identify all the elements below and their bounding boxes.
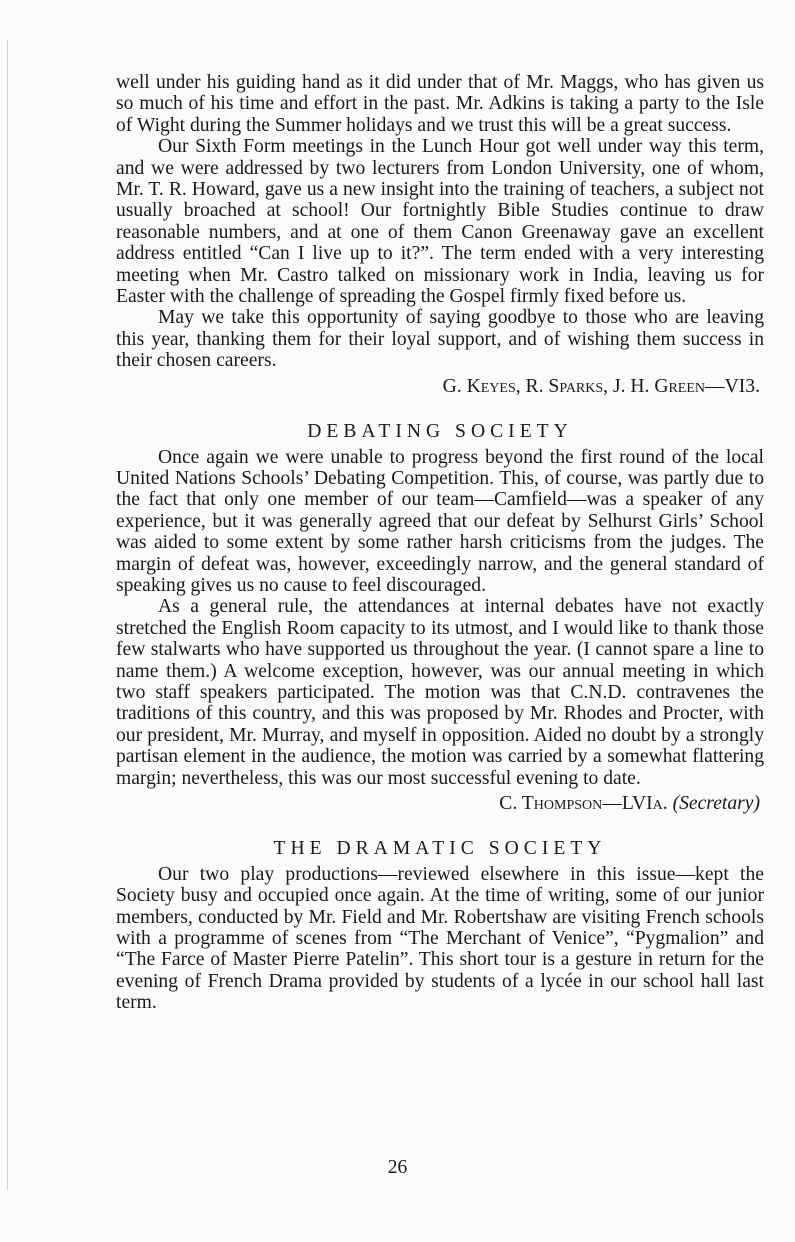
paragraph: Once again we were unable to progress beyond the first round of the local United Nations Schools’ Debating Competition. This, of course, was partly due to the fact that only one member of our team—Camfield—was a speaker of any experience, but it was generally agreed that our defeat by Selhurst Girls’ School was aided to some extent by some rather harsh criticisms from the judges. The margin of defeat was, however, exceedingly narrow, and the general standard of speaking gives us no cause to feel discouraged. [116,446,764,596]
page-number: 26 [387,1157,408,1178]
paragraph: Our Sixth Form meetings in the Lunch Hour got well under way this term, and we were addressed by two lecturers from London University, one of whom, Mr. T. R. Howard, gave us a new insight into the training of teachers, a subject not usually broached at school! Our fortnightly Bible Studies continue to draw reasonable numbers, and at one of them Canon Greenaway gave an excellent address entitled “Can I live up to it?”. The term ended with a very interesting meeting when Mr. Castro talked on missionary work in India, leaving us for Easter with the challenge of spreading the Gospel firmly fixed before us. [116,136,764,308]
paragraph: well under his guiding hand as it did under that of Mr. Maggs, who has given us so much of his time and effort in the past. Mr. Adkins is taking a party to the Isle of Wight during the Summer holidays and we trust this will be a great success. [116,72,764,136]
signature-role: (Secretary) [672,793,760,814]
section-title: THE DRAMATIC SOCIETY [273,838,607,860]
sixth-form-section [116,72,764,397]
signature [116,793,760,814]
page-edge-line [7,40,8,1190]
signature-name: C. Thompson—LVIa. [499,793,668,814]
page-body [116,72,764,1014]
section-title: DEBATING SOCIETY [307,421,573,443]
paragraph: As a general rule, the attendances at internal debates have not exactly stretched the English Room capacity to its utmost, and I would like to thank those few stalwarts who have supported us throughout the year. (I cannot spare a line to name them.) A welcome exception, however, was our annual meeting in which two staff speakers participated. The motion was that C.N.D. contravenes the traditions of this country, and this was proposed by Mr. Rhodes and Procter, with our president, Mr. Murray, and myself in opposition. Aided no doubt by a strongly partisan element in the audience, the motion was carried by a somewhat flattering margin; nevertheless, this was our most successful evening to date. [116,596,764,789]
dramatic-society-section [116,838,764,1013]
paragraph: May we take this opportunity of saying goodbye to those who are leaving this year, thanking them for their loyal support, and of wishing them success in their chosen careers. [116,307,764,372]
paragraph: Our two play productions—reviewed elsewhere in this issue—kept the Society busy and occupied once again. At the time of writing, some of our junior members, conducted by Mr. Field and Mr. Robertshaw are visiting French schools with a programme of scenes from “The Merchant of Venice”, “Pygmalion” and “The Farce of Master Pierre Patelin”. This short tour is a gesture in return for the evening of French Drama provided by students of a lycée in our school hall last term. [116,863,764,1014]
debating-society-section [116,421,764,814]
signature: G. Keyes, R. Sparks, J. H. Green—VI3. [442,375,760,397]
